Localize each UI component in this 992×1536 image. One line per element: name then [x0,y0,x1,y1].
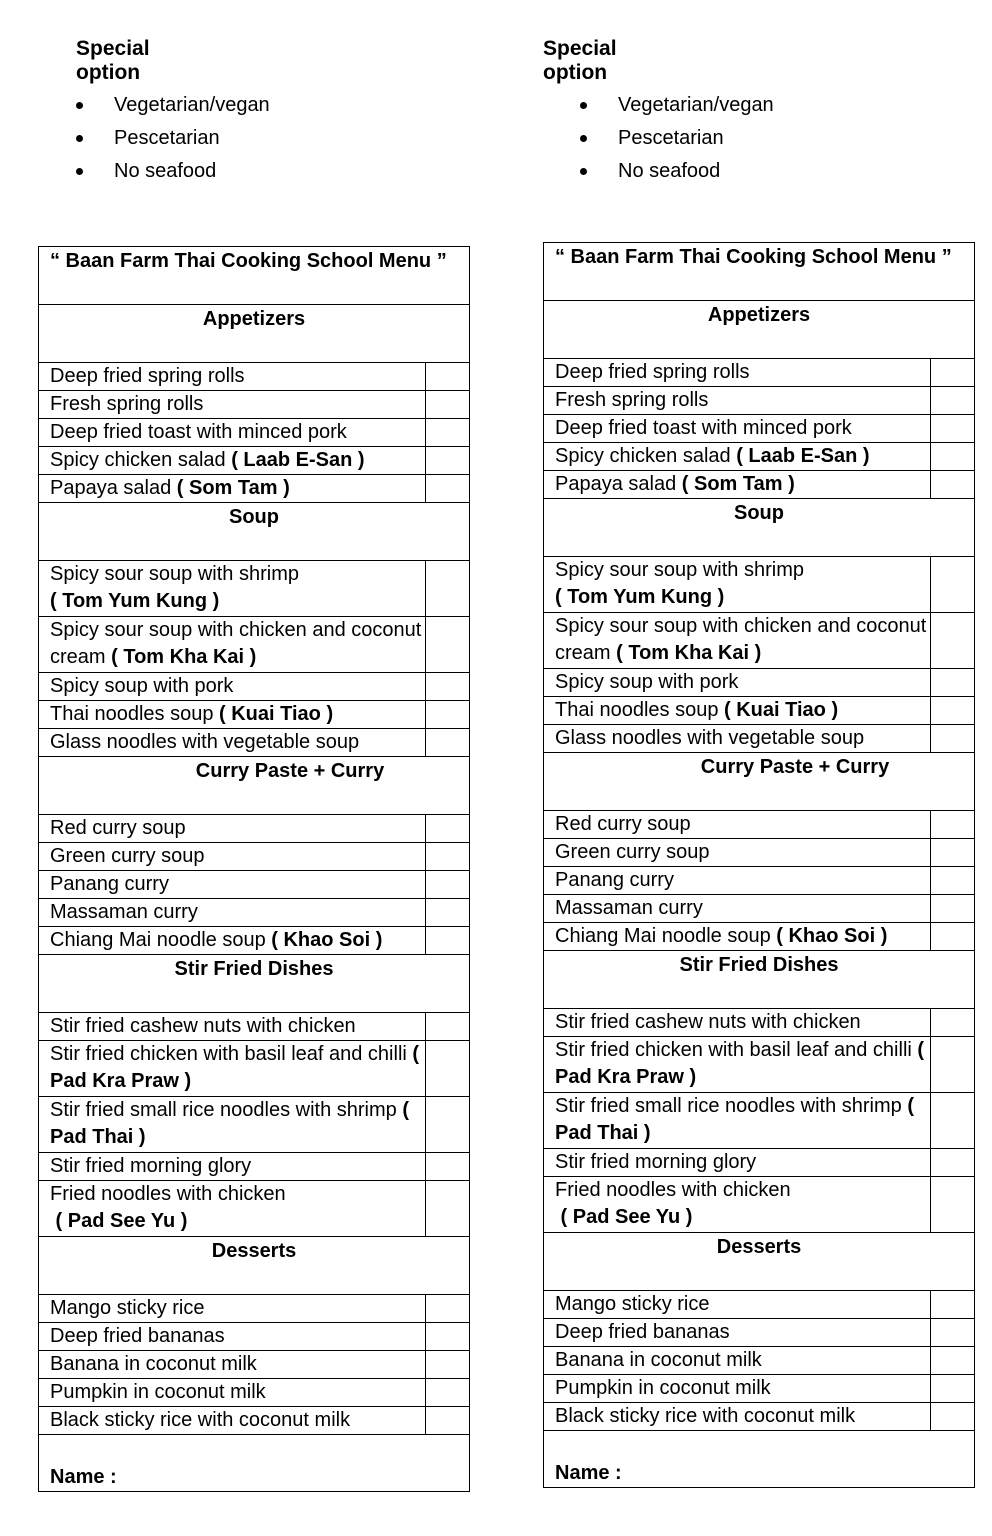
menu-item: Spicy chicken salad ( Laab E-San ) [39,447,426,475]
name-field[interactable]: Name : [544,1431,975,1488]
checkbox-cell[interactable] [931,1009,975,1037]
checkbox-cell[interactable] [426,1097,470,1153]
menu-item: Pumpkin in coconut milk [39,1379,426,1407]
checkbox-cell[interactable] [931,697,975,725]
checkbox-cell[interactable] [426,927,470,955]
checkbox-cell[interactable] [931,471,975,499]
menu-item: Deep fried spring rolls [544,359,931,387]
checkbox-cell[interactable] [931,1149,975,1177]
menu-item: Spicy soup with pork [544,669,931,697]
menu-item: Fried noodles with chicken ( Pad See Yu ) [39,1181,426,1237]
menu-item: Chiang Mai noodle soup ( Khao Soi ) [39,927,426,955]
bullet-icon [580,135,587,142]
menu-title: “ Baan Farm Thai Cooking School Menu ” [544,243,975,301]
special-option-list [76,89,270,188]
checkbox-cell[interactable] [426,701,470,729]
menu-item: Stir fried cashew nuts with chicken [544,1009,931,1037]
menu-item: Fresh spring rolls [39,391,426,419]
menu-item: Deep fried toast with minced pork [544,415,931,443]
menu-item: Panang curry [39,871,426,899]
menu-item: Mango sticky rice [39,1295,426,1323]
menu-item: Glass noodles with vegetable soup [39,729,426,757]
section-header-appetizers: Appetizers [544,301,975,359]
checkbox-cell[interactable] [426,447,470,475]
menu-item: Thai noodles soup ( Kuai Tiao ) [39,701,426,729]
menu-item: Stir fried morning glory [544,1149,931,1177]
menu-item: Stir fried small rice noodles with shrimp ( Pad Thai ) [39,1097,426,1153]
checkbox-cell[interactable] [931,1177,975,1233]
checkbox-cell[interactable] [931,415,975,443]
checkbox-cell[interactable] [931,669,975,697]
menu-item: Red curry soup [544,811,931,839]
menu-item: Fresh spring rolls [544,387,931,415]
menu-item: Deep fried bananas [39,1323,426,1351]
menu-item: Massaman curry [544,895,931,923]
menu-item: Banana in coconut milk [544,1347,931,1375]
menu-item: Papaya salad ( Som Tam ) [39,475,426,503]
menu-item: Pumpkin in coconut milk [544,1375,931,1403]
menu-item: Stir fried chicken with basil leaf and chilli ( Pad Kra Praw ) [544,1037,931,1093]
menu-item: Spicy sour soup with chicken and coconut cream ( Tom Kha Kai ) [39,617,426,673]
menu-title: “ Baan Farm Thai Cooking School Menu ” [39,247,470,305]
section-header-curry: Curry Paste + Curry [544,753,975,811]
menu-item: Spicy sour soup with shrimp ( Tom Yum Kung ) [39,561,426,617]
checkbox-cell[interactable] [426,391,470,419]
checkbox-cell[interactable] [931,1291,975,1319]
checkbox-cell[interactable] [426,419,470,447]
bullet-icon [580,168,587,175]
checkbox-cell[interactable] [931,839,975,867]
section-header-soup: Soup [39,503,470,561]
checkbox-cell[interactable] [931,1319,975,1347]
checkbox-cell[interactable] [426,363,470,391]
special-option-item: Vegetarian/vegan [76,89,270,122]
checkbox-cell[interactable] [426,561,470,617]
menu-item: Spicy chicken salad ( Laab E-San ) [544,443,931,471]
checkbox-cell[interactable] [426,843,470,871]
section-header-desserts: Desserts [544,1233,975,1291]
checkbox-cell[interactable] [931,359,975,387]
special-option-title: Special option [543,37,617,84]
bullet-icon [76,102,83,109]
menu-item: Panang curry [544,867,931,895]
menu-item: Red curry soup [39,815,426,843]
menu-item: Spicy soup with pork [39,673,426,701]
section-header-appetizers: Appetizers [39,305,470,363]
menu-item: Papaya salad ( Som Tam ) [544,471,931,499]
section-header-desserts: Desserts [39,1237,470,1295]
checkbox-cell[interactable] [426,1323,470,1351]
checkbox-cell[interactable] [931,725,975,753]
checkbox-cell[interactable] [426,673,470,701]
name-field[interactable]: Name : [39,1435,470,1492]
checkbox-cell[interactable] [426,1379,470,1407]
checkbox-cell[interactable] [931,613,975,669]
special-option-title: Special option [76,37,150,84]
bullet-icon [580,102,587,109]
checkbox-cell[interactable] [426,617,470,673]
special-option-item: No seafood [580,155,774,188]
checkbox-cell[interactable] [931,895,975,923]
menu-item: Spicy sour soup with shrimp ( Tom Yum Kung ) [544,557,931,613]
special-option-item: Pescetarian [580,122,774,155]
menu-item: Green curry soup [544,839,931,867]
menu-item: Mango sticky rice [544,1291,931,1319]
checkbox-cell[interactable] [426,1295,470,1323]
checkbox-cell[interactable] [426,729,470,757]
menu-item: Green curry soup [39,843,426,871]
checkbox-cell[interactable] [426,899,470,927]
menu-item: Chiang Mai noodle soup ( Khao Soi ) [544,923,931,951]
menu-item: Stir fried small rice noodles with shrimp ( Pad Thai ) [544,1093,931,1149]
menu-item: Massaman curry [39,899,426,927]
menu-item: Black sticky rice with coconut milk [39,1407,426,1435]
checkbox-cell[interactable] [426,1041,470,1097]
menu-item: Deep fried bananas [544,1319,931,1347]
menu-item: Deep fried toast with minced pork [39,419,426,447]
checkbox-cell[interactable] [931,443,975,471]
checkbox-cell[interactable] [931,1375,975,1403]
menu-item: Stir fried morning glory [39,1153,426,1181]
checkbox-cell[interactable] [426,1351,470,1379]
menu-table [38,246,470,1492]
menu-item: Stir fried chicken with basil leaf and chilli ( Pad Kra Praw ) [39,1041,426,1097]
special-option-item: Vegetarian/vegan [580,89,774,122]
menu-item: Black sticky rice with coconut milk [544,1403,931,1431]
bullet-icon [76,135,83,142]
menu-table [543,242,975,1488]
special-option-list [580,89,774,188]
menu-item: Fried noodles with chicken ( Pad See Yu ) [544,1177,931,1233]
section-header-curry: Curry Paste + Curry [39,757,470,815]
checkbox-cell[interactable] [426,1181,470,1237]
section-header-stir-fried: Stir Fried Dishes [39,955,470,1013]
special-option-item: Pescetarian [76,122,270,155]
menu-item: Thai noodles soup ( Kuai Tiao ) [544,697,931,725]
checkbox-cell[interactable] [426,1407,470,1435]
checkbox-cell[interactable] [931,923,975,951]
checkbox-cell[interactable] [426,475,470,503]
checkbox-cell[interactable] [931,1093,975,1149]
checkbox-cell[interactable] [931,811,975,839]
menu-item: Stir fried cashew nuts with chicken [39,1013,426,1041]
menu-item: Spicy sour soup with chicken and coconut cream ( Tom Kha Kai ) [544,613,931,669]
menu-item: Banana in coconut milk [39,1351,426,1379]
checkbox-cell[interactable] [426,1153,470,1181]
checkbox-cell[interactable] [931,387,975,415]
section-header-soup: Soup [544,499,975,557]
checkbox-cell[interactable] [931,1037,975,1093]
checkbox-cell[interactable] [426,1013,470,1041]
checkbox-cell[interactable] [931,1403,975,1431]
bullet-icon [76,168,83,175]
checkbox-cell[interactable] [931,557,975,613]
menu-item: Deep fried spring rolls [39,363,426,391]
menu-item: Glass noodles with vegetable soup [544,725,931,753]
checkbox-cell[interactable] [426,815,470,843]
section-header-stir-fried: Stir Fried Dishes [544,951,975,1009]
checkbox-cell[interactable] [931,867,975,895]
checkbox-cell[interactable] [931,1347,975,1375]
checkbox-cell[interactable] [426,871,470,899]
special-option-item: No seafood [76,155,270,188]
